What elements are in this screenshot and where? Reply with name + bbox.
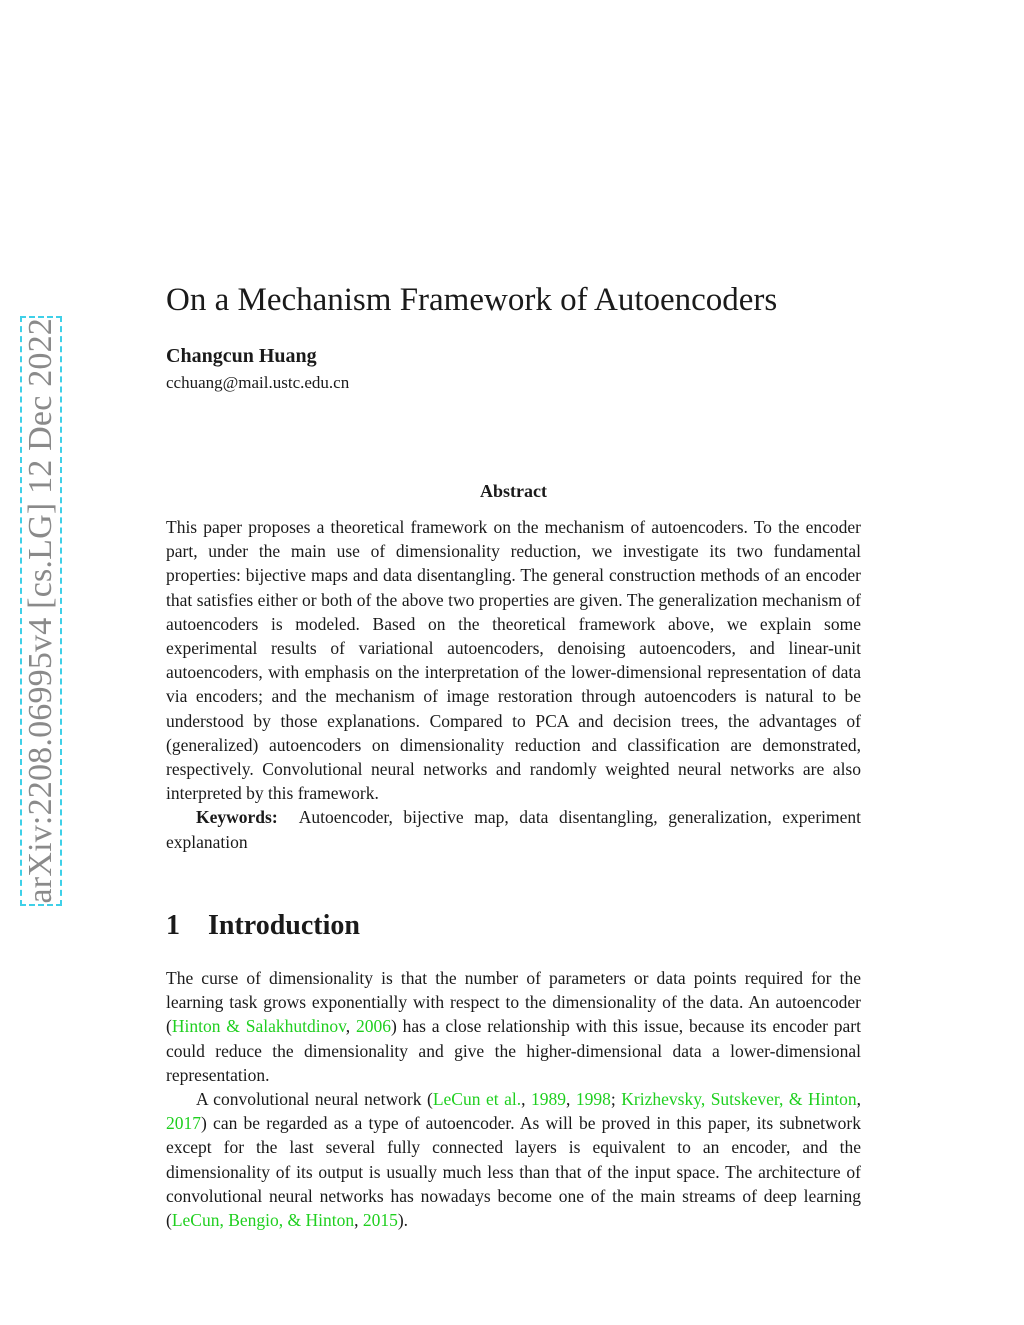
keywords-label: Keywords: <box>196 807 278 828</box>
citation-separator: , <box>345 1016 356 1037</box>
citation-year-link[interactable]: 2015 <box>362 1210 398 1231</box>
p1-text-b: ) has a close relationship with this issue, because its encoder part could reduce the dimensionality and give the higher-dimensional data a lower-dimensional representation. <box>166 1016 861 1085</box>
citation-separator: , <box>566 1089 576 1110</box>
citation-separator: ; <box>610 1089 622 1110</box>
citation-year-link[interactable]: 1998 <box>575 1089 611 1110</box>
author-email[interactable]: cchuang@mail.ustc.edu.cn <box>166 373 350 392</box>
citation-link[interactable]: Hinton & Salakhutdinov <box>171 1016 346 1037</box>
section-number: 1 <box>166 910 180 941</box>
abstract-heading: Abstract <box>480 481 547 501</box>
intro-paragraph-1 <box>166 966 861 1087</box>
abstract-section <box>166 515 861 854</box>
arxiv-id-label[interactable]: arXiv:2208.06995v4 [cs.LG] 12 Dec 2022 <box>22 318 59 904</box>
p2-text-c: ). <box>397 1210 409 1231</box>
citation-separator: , <box>521 1089 532 1110</box>
paper-title: On a Mechanism Framework of Autoencoders <box>166 282 778 318</box>
arxiv-stamp <box>20 316 62 906</box>
p2-text-a: A convolutional neural network ( <box>196 1089 433 1110</box>
p2-text-b: ) can be regarded as a type of autoencoder. As will be proved in this paper, its subnetwork except for the last several fully connected layers is equivalent to an encoder, and the dimensionality of its output is usually much less than that of the input space. The architecture of convolutional neural networks has nowadays become one of the main streams of deep learning ( <box>166 1113 861 1231</box>
citation-separator: , <box>354 1210 363 1231</box>
section-title: Introduction <box>208 910 360 941</box>
citation-year-link[interactable]: 1989 <box>531 1089 567 1110</box>
citation-link[interactable]: LeCun et al. <box>432 1089 522 1110</box>
abstract-text: This paper proposes a theoretical framework on the mechanism of autoencoders. To the encoder part, under the main use of dimensionality reduction, we investigate its two fundamental properties: bijective maps and data disentangling. The general construction methods of an encoder that satisfies either or both of the above two properties are given. The generalization mechanism of autoencoders is modeled. Based on the theoretical framework above, we explain some experimental results of variational autoencoders, denoising autoencoders, and linear-unit autoencoders, with emphasis on the interpretation of the lower-dimensional representation of data via encoders; and the mechanism of image restoration through autoencoders is natural to be understood by those explanations. Compared to PCA and decision trees, the advantages of (generalized) autoencoders on dimensionality reduction and classification are demonstrated, respectively. Convolutional neural networks and randomly weighted neural networks are also interpreted by this framework. <box>166 517 861 804</box>
citation-year-link[interactable]: 2006 <box>355 1016 391 1037</box>
citation-link[interactable]: LeCun, Bengio, & Hinton <box>171 1210 355 1231</box>
author-name: Changcun Huang <box>166 345 317 367</box>
citation-link[interactable]: Krizhevsky, Sutskever, & Hinton <box>621 1089 857 1110</box>
p1-text-a: The curse of dimensionality is that the number of parameters or data points required for the learning task grows exponentially with respect to the dimensionality of the data. An autoencoder ( <box>166 968 861 1037</box>
intro-paragraph-2 <box>166 1087 861 1232</box>
keywords-line <box>166 805 861 853</box>
citation-separator: , <box>856 1089 862 1110</box>
citation-year-link[interactable]: 2017 <box>166 1113 201 1134</box>
keywords-text: Autoencoder, bijective map, data disentangling, generalization, experiment explanation <box>166 807 862 852</box>
section-heading-introduction <box>166 910 360 942</box>
introduction-body <box>166 966 861 1232</box>
